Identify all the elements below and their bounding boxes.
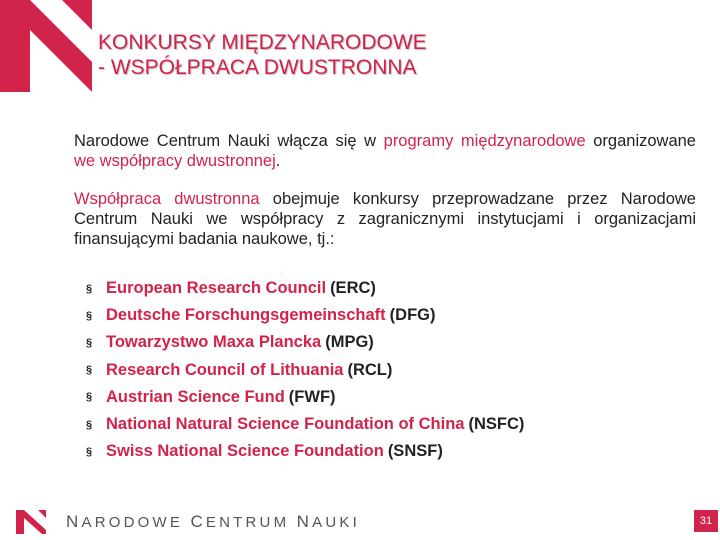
org-name: Swiss National Science Foundation (106, 442, 384, 461)
org-abbr: (ERC) (330, 279, 376, 298)
list-item (86, 411, 524, 438)
list-item (86, 329, 524, 356)
footer-institution-name (66, 512, 360, 532)
intro-highlight-1: programy międzynarodowe (383, 132, 586, 150)
bullet-marker: § (86, 309, 93, 322)
intro-text-1: Narodowe Centrum Nauki włącza się w (74, 132, 384, 150)
footer-letter: N (296, 512, 313, 531)
intro-paragraph (74, 131, 696, 171)
org-abbr: (RCL) (347, 360, 393, 379)
list-item (86, 275, 524, 302)
org-name: Towarzystwo Maxa Plancka (106, 333, 322, 352)
intro-highlight-2: we współpracy dwustronnej (74, 152, 276, 170)
title-line-1: KONKURSY MIĘDZYNARODOWE (98, 31, 427, 54)
intro-text-2: organizowane (585, 132, 696, 150)
list-item (86, 384, 524, 411)
bullet-marker: § (86, 282, 93, 295)
list-item (86, 438, 524, 465)
footer-word: ARODOWE (81, 514, 184, 531)
org-name: National Natural Science Foundation of China (106, 415, 465, 434)
ncn-footer-logo-icon (14, 508, 48, 536)
ncn-logo-icon (0, 0, 92, 92)
bullet-marker: § (86, 336, 93, 349)
org-abbr: (MPG) (325, 333, 374, 352)
intro-text-3: . (275, 152, 281, 170)
org-abbr: (SNSF) (387, 442, 443, 461)
org-abbr: (FWF) (288, 387, 336, 406)
org-name: Austrian Science Fund (106, 387, 285, 406)
org-abbr: (DFG) (389, 306, 436, 325)
bullet-marker: § (86, 391, 93, 404)
cooperation-highlight: Współpraca dwustronna (74, 190, 260, 208)
list-item (86, 357, 524, 384)
org-name: Research Council of Lithuania (106, 360, 344, 379)
org-abbr: (NSFC) (468, 415, 525, 434)
footer-word: AUKI (312, 514, 360, 531)
slide-title (98, 30, 427, 80)
org-name: European Research Council (106, 279, 327, 298)
bullet-marker: § (86, 364, 93, 377)
bullet-marker: § (86, 418, 93, 431)
page-number: 31 (694, 510, 718, 532)
title-line-2: - WSPÓŁPRACA DWUSTRONNA (98, 56, 417, 79)
org-name: Deutsche Forschungsgemeinschaft (106, 306, 386, 325)
list-item (86, 302, 524, 329)
bullet-marker: § (86, 445, 93, 458)
footer-word: ENTRUM (205, 514, 290, 531)
organizations-list (86, 275, 524, 465)
cooperation-paragraph (74, 189, 696, 249)
footer-letter: C (190, 512, 206, 531)
footer-letter: N (66, 512, 82, 531)
cooperation-text: obejmuje konkursy przeprowadzane przez Narodowe Centrum Nauki we współpracy z zagranicznymi instytucjami i organizacjami finansującymi badania naukowe, tj.: (74, 190, 696, 248)
